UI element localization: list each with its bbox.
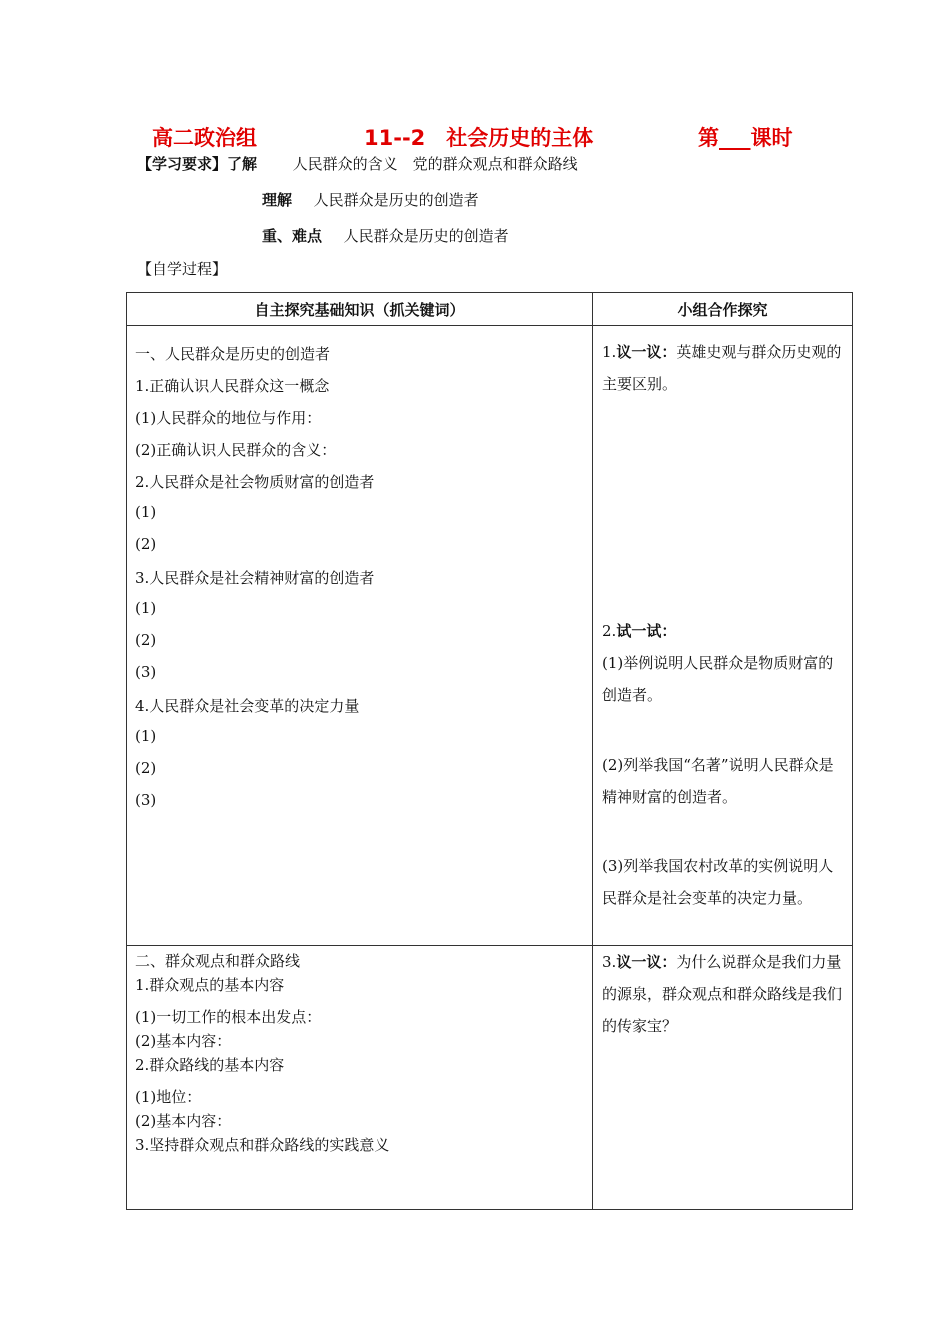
s2-item: (1)一切工作的根本出发点： bbox=[135, 1008, 322, 1026]
page-title bbox=[152, 122, 812, 154]
q1-prefix: 1. bbox=[602, 343, 617, 361]
section1-left-cell bbox=[127, 326, 593, 946]
q3-discuss bbox=[602, 946, 846, 1042]
s1-item: (2) bbox=[135, 631, 157, 649]
s2-heading: 二、群众观点和群众路线 bbox=[135, 952, 301, 970]
q3-prefix: 3. bbox=[602, 953, 617, 971]
study-table bbox=[126, 292, 853, 1210]
key-items: 人民群众是历史的创造者 bbox=[343, 227, 509, 245]
s1-item: 1.正确认识人民群众这一概念 bbox=[135, 377, 330, 395]
s1-item: (2) bbox=[135, 759, 157, 777]
understand-items: 人民群众的含义 党的群众观点和群众路线 bbox=[292, 155, 578, 173]
requirements-understand-row bbox=[137, 153, 578, 174]
s1-heading: 一、人民群众是历史的创造者 bbox=[135, 345, 331, 363]
s2-item: 1.群众观点的基本内容 bbox=[135, 976, 285, 994]
s1-item: (1)人民群众的地位与作用： bbox=[135, 409, 322, 427]
self-study-label: 【自学过程】 bbox=[137, 260, 228, 278]
s1-item: 2.人民群众是社会物质财富的创造者 bbox=[135, 473, 375, 491]
q3-label: 议一议： bbox=[616, 953, 677, 971]
comprehend-items: 人民群众是历史的创造者 bbox=[313, 191, 479, 209]
s1-item: (3) bbox=[135, 663, 157, 681]
q2-prefix: 2. bbox=[602, 622, 617, 640]
s1-item: (1) bbox=[135, 727, 157, 745]
header-group-study: 小组合作探究 bbox=[593, 293, 853, 326]
q1-text: 英雄史观与群众历史观的主要区别。 bbox=[602, 343, 842, 393]
q2-item: (1)举例说明人民群众是物质财富的创造者。 bbox=[602, 654, 834, 704]
title-lesson: 11--2 社会历史的主体 bbox=[364, 126, 594, 150]
requirements-key-row bbox=[262, 225, 509, 246]
s2-item: (2)基本内容： bbox=[135, 1032, 232, 1050]
q2-try bbox=[602, 615, 846, 647]
section1-right-cell bbox=[593, 326, 853, 946]
requirements-comprehend-row bbox=[262, 189, 479, 210]
s1-item: 4.人民群众是社会变革的决定力量 bbox=[135, 697, 360, 715]
header-self-study: 自主探究基础知识（抓关键词） bbox=[127, 293, 593, 326]
s1-item: (1) bbox=[135, 599, 157, 617]
s1-item: (1) bbox=[135, 503, 157, 521]
section2-right-cell bbox=[593, 946, 853, 1210]
s2-item: (2)基本内容： bbox=[135, 1112, 232, 1130]
s1-item: (2) bbox=[135, 535, 157, 553]
s2-item: 3.坚持群众观点和群众路线的实践意义 bbox=[135, 1136, 390, 1154]
q2-item: (3)列举我国农村改革的实例说明人民群众是社会变革的决定力量。 bbox=[602, 857, 834, 907]
q1-discuss bbox=[602, 336, 846, 400]
title-period: 第___课时 bbox=[698, 126, 793, 150]
table-header-row bbox=[127, 293, 853, 326]
q2-item: (2)列举我国“名著”说明人民群众是精神财富的创造者。 bbox=[602, 756, 834, 806]
section1-row bbox=[127, 326, 853, 946]
key-label: 重、难点 bbox=[262, 227, 323, 245]
comprehend-label: 理解 bbox=[262, 191, 293, 209]
section2-left-cell bbox=[127, 946, 593, 1210]
q1-label: 议一议： bbox=[616, 343, 677, 361]
s1-item: 3.人民群众是社会精神财富的创造者 bbox=[135, 569, 375, 587]
s1-item: (3) bbox=[135, 791, 157, 809]
s2-item: (1)地位： bbox=[135, 1088, 202, 1106]
q2-label: 试一试： bbox=[616, 622, 677, 640]
requirements-label: 【学习要求】了解 bbox=[137, 155, 258, 173]
q3-text: 为什么说群众是我们力量的源泉，群众观点和群众路线是我们的传家宝？ bbox=[602, 953, 843, 1035]
s1-item: (2)正确认识人民群众的含义： bbox=[135, 441, 337, 459]
section2-row bbox=[127, 946, 853, 1210]
s2-item: 2.群众路线的基本内容 bbox=[135, 1056, 285, 1074]
title-group: 高二政治组 bbox=[152, 126, 257, 150]
